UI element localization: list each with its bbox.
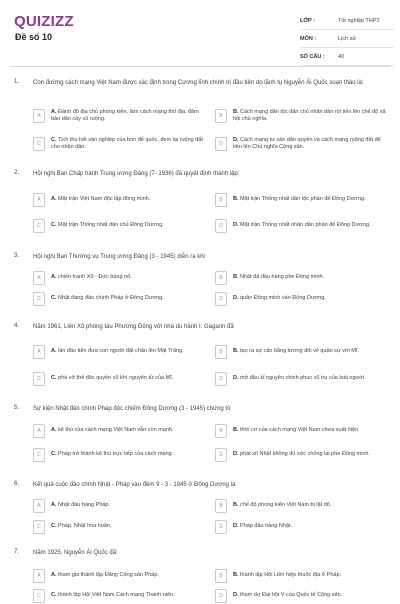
meta-value: Tốt nghiệp THPT [338,17,380,24]
option-label: Nhật đầu hàng Pháp. [58,502,111,509]
option-text [233,137,390,152]
option-a[interactable] [33,568,208,584]
option-label: Mặt trận Thống nhất dân tộc phản đế Đông Dương. [240,196,366,203]
option-text [51,572,159,580]
option-a[interactable] [33,423,208,439]
header-divider [10,66,390,67]
option-letter-badge: D [215,448,227,462]
option-c[interactable] [33,588,208,604]
option-c[interactable] [33,136,208,152]
option-letter-badge: B [215,424,227,438]
question-number: 3. [14,253,20,259]
meta-table [300,12,394,66]
option-letter-badge: C [33,448,45,462]
option-label: Đánh đổ địa chủ phong kiến, làm cách mạng thổ địa, đảm bảo dân cày có ruộng. [51,108,199,122]
option-label: lần đầu tiên đưa con người đặt chân lên Mặt Trăng. [58,348,184,355]
option-text [51,451,173,459]
option-text [233,523,292,531]
option-prefix: D. [233,222,239,229]
option-a[interactable] [33,192,208,208]
option-letter-badge: A [33,345,45,359]
option-d[interactable] [215,447,390,463]
meta-key: LỚP : [300,17,315,24]
option-a[interactable] [33,108,208,124]
option-text [233,592,342,600]
option-label: kẻ thù của cách mạng Việt Nam vẫn còn mạnh. [58,427,174,434]
option-prefix: B. [233,348,239,355]
option-text [51,222,164,230]
question-number: 1. [14,79,20,85]
option-prefix: B. [233,196,239,203]
option-text [51,274,132,282]
option-letter-badge: C [33,137,45,151]
option-label: thành lập Hội Việt Nam Cách mạng Thanh niên. [58,592,175,599]
option-letter-badge: B [215,569,227,583]
question-text: Sự kiện Nhật đảo chính Pháp độc chiếm Đông Dương (3 - 1945) chứng tỏ [33,406,231,412]
option-b[interactable] [215,270,390,286]
option-prefix: A. [51,274,57,281]
option-label: Cách mạng tư sản dân quyền và cách mạng ruộng đất để tiến lên Chủ nghĩa Cộng sản. [233,136,381,150]
option-prefix: D. [233,136,239,143]
option-d[interactable] [215,371,390,387]
option-letter-badge: D [215,137,227,151]
option-text [51,427,174,435]
option-text [51,592,175,600]
option-prefix: D. [233,295,239,302]
option-label: tham gia thành lập Đảng Cộng sản Pháp. [58,572,159,579]
option-letter-badge: C [33,589,45,603]
option-text [51,196,150,204]
option-text [233,295,326,303]
option-label: Nhật đang đảo chính Pháp ở Đông Dương. [58,295,164,302]
option-prefix: C. [51,451,57,458]
option-prefix: B. [233,108,239,115]
option-prefix: C. [51,375,57,382]
option-b[interactable] [215,344,390,360]
meta-row-subject [300,30,394,48]
option-b[interactable] [215,108,390,124]
meta-value: Lịch sử [338,35,357,42]
option-c[interactable] [33,447,208,463]
question-text: Năm 1961, Liên Xô phóng tàu Phương Đông với nhà du hành I. Gagarin đã [33,324,234,330]
option-label: Mặt trận Thống nhất dân chủ Đông Dương. [58,222,164,229]
option-letter-badge: A [33,271,45,285]
option-prefix: C. [51,222,57,229]
option-prefix: B. [233,572,239,579]
option-label: Nhật đã đầu hàng phe Đồng minh. [240,274,325,281]
option-prefix: A. [51,108,57,115]
option-label: Mặt trận Thống nhất nhân dân phản đế Đông Dương. [240,222,371,229]
document-title: Đề số 10 [15,32,53,42]
option-prefix: B. [233,274,239,281]
option-prefix: D. [233,592,239,599]
option-prefix: C. [51,523,57,530]
option-text [233,196,366,204]
option-prefix: B. [233,502,239,509]
option-label: phá vỡ thế độc quyền vũ khí nguyên tử của Mĩ. [58,375,174,382]
option-text [233,572,341,580]
option-letter-badge: A [33,499,45,513]
option-label: chế độ phong kiến Việt Nam bị lật đổ. [240,502,332,509]
option-text [51,137,208,152]
option-text [51,109,208,124]
option-letter-badge: D [215,292,227,306]
question-text: Năm 1925, Nguyễn Ái Quốc đã: [33,550,118,556]
meta-row-class [300,12,394,30]
option-label: phát xít Nhật không đủ sức chống lại phe Đồng minh. [240,451,370,458]
option-prefix: C. [51,295,57,302]
option-text [233,109,390,124]
option-letter-badge: A [33,569,45,583]
option-prefix: B. [233,427,239,434]
option-text [233,502,331,510]
option-letter-badge: C [33,372,45,386]
option-letter-badge: D [215,372,227,386]
option-prefix: A. [51,502,57,509]
option-b[interactable] [215,498,390,514]
option-label: quân Đồng minh vào Đông Dương. [240,295,326,302]
option-prefix: C. [51,136,57,143]
question-number: 7. [14,549,20,555]
option-label: thành lập Hội Liên hiệp thuộc địa ở Pháp. [240,572,342,579]
option-text [51,348,184,356]
question-number: 5. [14,405,20,411]
option-prefix: A. [51,427,57,434]
question-number: 6. [14,481,20,487]
meta-value: 40 [338,53,345,60]
meta-key: MÔN : [300,35,317,42]
option-label: Pháp đầu hàng Nhật. [240,523,293,530]
option-letter-badge: B [215,109,227,123]
option-label: Mặt trận Việt Nam độc lập đồng minh. [58,196,151,203]
option-prefix: A. [51,348,57,355]
option-a[interactable] [33,498,208,514]
option-label: Cách mạng dân tộc dân chủ nhân dân rồi tiến lên chế độ xã hội chủ nghĩa. [233,108,386,122]
option-letter-badge: D [215,520,227,534]
option-label: Tịch thu hết sản nghiệp của bọn đế quốc, đem lại ruộng đất cho nhân dân. [51,136,203,150]
option-d[interactable] [215,588,390,604]
option-letter-badge: B [215,193,227,207]
option-letter-badge: D [215,219,227,233]
option-letter-badge: B [215,271,227,285]
option-d[interactable] [215,519,390,535]
option-text [51,523,112,531]
question-number: 4. [14,323,20,329]
option-prefix: C. [51,592,57,599]
option-b[interactable] [215,423,390,439]
option-text [233,222,370,230]
option-text [51,502,110,510]
option-d[interactable] [215,136,390,152]
option-letter-badge: B [215,499,227,513]
option-b[interactable] [215,192,390,208]
worksheet-header [0,0,400,62]
option-label: Pháp trở thành kẻ thù trực tiếp của cách mạng. [58,451,174,458]
question-text: Hội nghị Ban Chấp hành Trung ương Đảng (7- 1936) đã quyết định thành lập: [33,171,240,177]
option-letter-badge: B [215,345,227,359]
option-prefix: D. [233,451,239,458]
option-letter-badge: D [215,589,227,603]
option-text [51,375,173,383]
option-label: mở đầu kỉ nguyên chinh phục vũ trụ của loài người. [240,375,366,382]
meta-key: SỐ CÂU : [300,53,325,60]
option-a[interactable] [33,344,208,360]
option-text [233,274,324,282]
option-label: chiến tranh Xô - Đức bùng nổ. [58,274,132,281]
option-label: tham dự Đại hội V của Quốc tế Cộng sản. [240,592,343,599]
question-number: 2. [14,170,20,176]
question-text: Kết quả cuộc đảo chính Nhật - Pháp vào đêm 9 - 3 - 1945 ở Đông Dương là [33,482,236,488]
option-prefix: A. [51,572,57,579]
option-letter-badge: C [33,292,45,306]
option-text [233,375,366,383]
option-letter-badge: A [33,424,45,438]
option-text [233,451,370,459]
option-c[interactable] [33,519,208,535]
question-text: Hội nghị Ban Thường vụ Trung ương Đảng (3 - 1945) diễn ra khi [33,254,205,260]
quizizz-logo: QUIZIZZ [14,13,74,30]
option-label: tạo ra sự cân bằng tương đối về quân sự với Mĩ. [240,348,359,355]
option-label: Pháp, Nhật hòa hoãn. [58,523,112,530]
option-b[interactable] [215,568,390,584]
option-d[interactable] [215,291,390,307]
option-prefix: A. [51,196,57,203]
option-letter-badge: A [33,109,45,123]
question-text: Con đường cách mạng Việt Nam được xác định trong Cương lĩnh chính trị đầu tiên do lãnh tụ Nguyễn Ái Quốc soạn thảo là: [33,80,364,86]
option-letter-badge: C [33,520,45,534]
option-letter-badge: A [33,193,45,207]
option-letter-badge: C [33,219,45,233]
option-c[interactable] [33,371,208,387]
meta-row-question-count [300,48,394,66]
option-c[interactable] [33,291,208,307]
option-d[interactable] [215,218,390,234]
option-a[interactable] [33,270,208,286]
option-c[interactable] [33,218,208,234]
option-text [233,427,360,435]
option-prefix: D. [233,375,239,382]
option-text [51,295,164,303]
option-prefix: D. [233,523,239,530]
option-text [233,348,359,356]
option-label: thời cơ của cách mạng Việt Nam chưa xuất hiện. [240,427,360,434]
